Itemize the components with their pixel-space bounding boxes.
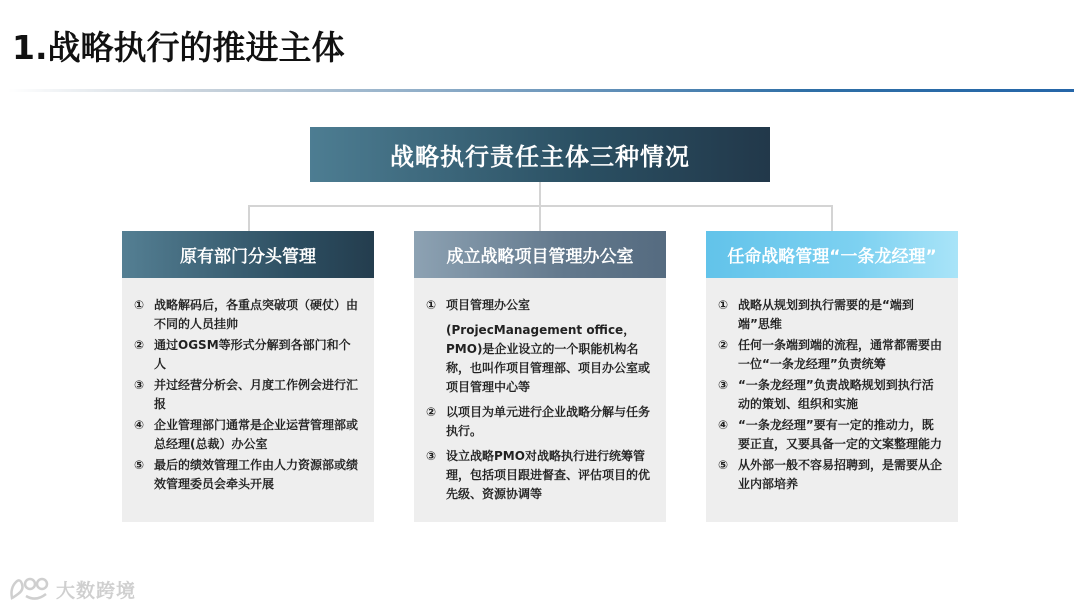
list-item <box>718 336 944 374</box>
list-item <box>426 403 652 441</box>
item-number: ③ <box>718 378 729 392</box>
item-text: 企业管理部门通常是企业运营管理部或总经理(总裁）办公室 <box>154 418 359 451</box>
item-text: 最后的绩效管理工作由人力资源部或绩效管理委员会牵头开展 <box>154 458 359 491</box>
item-number: ④ <box>134 418 145 432</box>
item-number: ③ <box>426 449 437 463</box>
item-number: ④ <box>718 418 729 432</box>
connector-line <box>539 182 541 206</box>
column-body-pmo <box>414 278 666 522</box>
column-header-one-stop-manager: 任命战略管理“一条龙经理” <box>706 231 958 278</box>
watermark-text: 大数跨境 <box>56 579 137 602</box>
connector-line <box>539 205 541 231</box>
list-item <box>134 456 360 494</box>
column-header-departments: 原有部门分头管理 <box>122 231 374 278</box>
item-text: 战略从规划到执行需要的是“端到端”思维 <box>738 298 914 331</box>
item-text: “一条龙经理”负责战略规划到执行活动的策划、组织和实施 <box>738 378 934 411</box>
list-item <box>426 296 652 315</box>
list-item <box>718 296 944 334</box>
item-text: 通过OGSM等形式分解到各部门和个人 <box>154 338 351 371</box>
connector-line <box>831 205 833 231</box>
title-divider <box>8 89 1074 92</box>
item-number: ② <box>426 405 437 419</box>
item-text: 以项目为单元进行企业战略分解与任务执行。 <box>446 405 651 438</box>
connector-line <box>248 205 250 231</box>
item-number: ③ <box>134 378 145 392</box>
item-number: ⑤ <box>718 458 729 472</box>
list-item <box>134 376 360 414</box>
item-number: ① <box>134 298 145 312</box>
item-text: 并过经营分析会、月度工作例会进行汇报 <box>154 378 359 411</box>
item-number: ② <box>718 338 729 352</box>
item-number: ① <box>718 298 729 312</box>
column-body-one-stop-manager <box>706 278 958 522</box>
item-text: 战略解码后，各重点突破项（硬仗）由不同的人员挂帅 <box>154 298 359 331</box>
list-item <box>718 376 944 414</box>
item-text: 项目管理办公室 <box>446 298 531 312</box>
item-number: ① <box>426 298 437 312</box>
list-item <box>426 447 652 504</box>
item-subtext: (ProjecManagement office，PMO)是企业设立的一个职能机构名称，也叫作项目管理部、项目办公室或项目管理中心等 <box>446 323 651 394</box>
page-title: 1.战略执行的推进主体 <box>12 28 345 67</box>
brand-logo-icon <box>8 574 52 604</box>
list-item <box>134 416 360 454</box>
column-header-pmo: 成立战略项目管理办公室 <box>414 231 666 278</box>
list-item <box>134 336 360 374</box>
item-number: ② <box>134 338 145 352</box>
item-text: “一条龙经理”要有一定的推动力，既要正直，又要具备一定的文案整理能力 <box>738 418 943 451</box>
item-text: 设立战略PMO对战略执行进行统筹管理，包括项目跟进督查、评估项目的优先级、资源协调等 <box>446 449 651 501</box>
column-body-departments <box>122 278 374 522</box>
list-item <box>134 296 360 334</box>
main-heading: 战略执行责任主体三种情况 <box>310 127 770 182</box>
item-text: 从外部一般不容易招聘到，是需要从企业内部培养 <box>738 458 943 491</box>
item-text: 任何一条端到端的流程，通常都需要由一位“一条龙经理”负责统筹 <box>738 338 943 371</box>
list-item <box>718 416 944 454</box>
item-number: ⑤ <box>134 458 145 472</box>
watermark <box>8 574 136 604</box>
list-item <box>718 456 944 494</box>
